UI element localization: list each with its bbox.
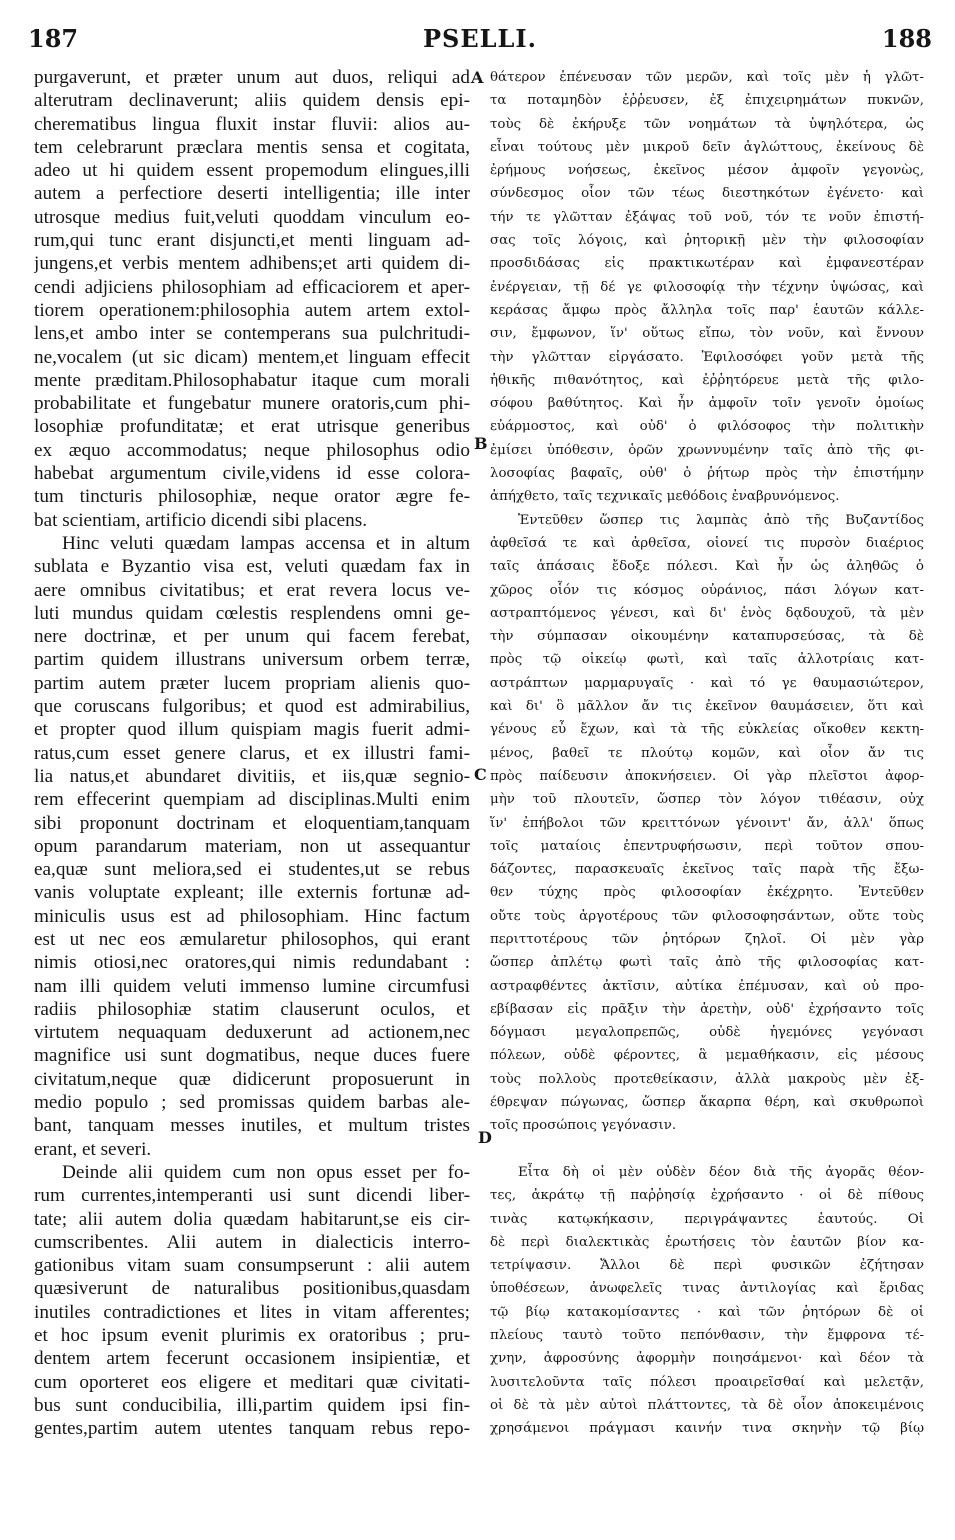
greek-text-line: ἀφθεῖσά τε καὶ ἀρθεῖσα, οἱονεί τις πυρσὸν διαέριος (490, 535, 924, 551)
greek-text-line: λυσιτελοῦντα ταῖς πόλεσι προαιρεῖσθαί καὶ μελετᾷν, (490, 1374, 924, 1390)
latin-text-line: tiorem operationem:philosophia autem artem extol- (34, 299, 470, 321)
greek-text-line: τες, ἀκράτῳ τῇ παῤῥησίᾳ ἐχρήσαντο · οἱ δὲ πίθους (490, 1188, 924, 1204)
greek-text-line: πλείους ταυτὸ τοῦτο πεπόνθασιν, τὴν ἔμφρονα τέ- (490, 1328, 924, 1344)
greek-text-line: αστράπτων μαρμαρυγαῖς · καὶ τό γε θαυμασιώτερον, (490, 675, 924, 691)
greek-text-line: εὐάρμοστος, καὶ οὐδ' ὁ φιλόσοφος τὴν πολιτικὴν (490, 419, 924, 435)
greek-text-line: οὔτε τοὺς ἀργοτέρους τῶν φιλοσοφησάντων, οὔτε τοὺς (490, 908, 924, 924)
greek-text-line: τὴν γλῶτταν εἰργάσατο. Ἐφιλοσόφει γοῦν μετὰ τῆς (490, 349, 924, 365)
greek-text-line: ὥσπερ ἀπλέτῳ φωτὶ ταῖς ἀπὸ τῆς φιλοσοφίας κατ- (490, 955, 924, 971)
greek-text-line: προσδιδάσας εἰς πρακτικωτέραν καὶ ἐμφανεστέραν (490, 256, 924, 272)
latin-text-line: sublata e Byzantio visa est, veluti quædam fax in (34, 556, 470, 578)
greek-text-line: Ἐντεῦθεν ὥσπερ τις λαμπὰς ἀπὸ τῆς Βυζαντίδος (518, 512, 924, 528)
latin-text-line: nimis otiosi,nec oratores,qui nimis redundabant : (34, 952, 470, 974)
latin-text-line: luti mundus quidam cœlestis resplendens omni ge- (34, 602, 470, 624)
greek-text-line: λοσοφίας βαφαῖς, οὐθ' ὁ ῥήτωρ πρὸς τὴν ἐπιστήμην (490, 466, 924, 482)
latin-text-line: jungens,et verbis mentem adhibens;et arti quidem di- (34, 253, 470, 275)
greek-text-line: σας τοῖς λόγοις, καὶ ῥητορικῇ μὲν τὴν φιλοσοφίαν (490, 233, 924, 249)
greek-text-line: θάτερον ἐπένευσαν τῶν μερῶν, καὶ τοῖς μὲν ἡ γλῶτ- (490, 70, 924, 85)
latin-text-line: et propter quod illum quispiam magis fuerit admi- (34, 719, 470, 741)
latin-text-line: partim autem præter lucem propriam alienis quo- (34, 672, 470, 694)
latin-text-line: nere doctrinæ, et per unum qui facem ferebat, (34, 626, 470, 648)
greek-text-line: ἀπήχθετο, ταῖς τεχνικαῖς μεθόδοις ἐναβρυνόμενος. (490, 489, 840, 505)
latin-text-line: vanis voluptate expleant; ille externis fortunæ ad- (34, 882, 470, 904)
latin-text-line: tate; alii autem dolia quædam habitarunt,se eis cir- (34, 1208, 470, 1230)
greek-text-line: τοὺς πολλοὺς προτεθείκασιν, ἀλλὰ μακροὺς μὲν ἐξ- (490, 1071, 924, 1087)
latin-text-line: tem celebrarunt præclara mentis sensa et cogitata, (34, 136, 470, 158)
running-title: PSELLI. (422, 24, 537, 53)
greek-text-line: έθρεψαν πώγωνας, ὥσπερ ἄκαρπα θέρη, καὶ σκυθρωποὶ (490, 1095, 924, 1111)
greek-text-line: οἱ δὲ τὰ μὲν αὐτοὶ πλάττοντες, τὰ δὲ οἷον ἀποκειμένοις (490, 1397, 924, 1413)
latin-text-line: sibi proponunt doctrinam et eloquentiam,tanquam (34, 812, 470, 834)
latin-text-line: Deinde alii quidem cum non opus esset per fo- (62, 1161, 470, 1183)
latin-text-line: ne,vocalem (ut sic dicam) mentem,et linguam effecit (34, 346, 470, 368)
latin-text-line: radiis philosophiæ statim clauserunt oculos, et (34, 998, 470, 1020)
latin-text-line: losophiæ profunditatæ; et erat utrisque generibus (34, 416, 470, 438)
latin-text-line: cherematibus lingua fluxit instar fluvii: alios au- (34, 113, 470, 135)
greek-text-line: χρησάμενοι πράγμασι καινήν τινα σκηνὴν τῷ βίῳ (490, 1421, 924, 1437)
latin-text-line: adeo ut hi quidem essent propemodum elingues,illi (34, 160, 470, 182)
greek-text-line: τα ποταμηδὸν ἐῤῥευσεν, ἐξ ἐπιχειρημάτων πυκνῶν, (490, 93, 924, 109)
greek-text-line: ἐνέργειαν, τῇ δέ γε φιλοσοφίᾳ τὴν τέχνην ὑψώσας, καὶ (490, 279, 924, 295)
latin-text-line: rem effecerint quempiam ad disciplinas.Multi enim (34, 789, 470, 811)
latin-text-line: rum,qui tunc erant disjuncti,et menti linguam ad- (34, 230, 470, 252)
greek-text-line: αστραπτόμενος γένεσι, καὶ δι' ἑνὸς δᾳδουχοῦ, τὰ μὲν (490, 605, 924, 621)
latin-text-line: cumscribentes. Alii autem in dialecticis interro- (34, 1231, 470, 1253)
greek-text-line: ἵν' ἐπήβολοι τῶν κρειττόνων γένοιντ' ἄν, ἀλλ' ὅπως (490, 815, 924, 831)
latin-text-line: est ut nec eos æmularetur philosophos, qui erant (34, 928, 470, 950)
section-marker-a: A (471, 68, 484, 87)
latin-text-line: autem a perfectiore deserti intelligentia; ille inter (34, 183, 470, 205)
greek-text-line: δόγμασι μεγαλοπρεπῶς, οὐδὲ ἡγεμόνες γεγόνασι (490, 1025, 924, 1041)
latin-text-line: ea,quæ sunt meliora,sed ei studentes,ut se rebus (34, 859, 470, 881)
greek-text-line: σύνδεσμος οἷον τῶν τέως διεστηκότων ἐγένετο· καὶ (490, 186, 924, 202)
latin-text-line: ratus,cum esset genere clarus, et ex illustri fami- (34, 742, 470, 764)
greek-text-line: γένους εὖ ἔχων, καὶ τὰ τῆς εὐκλείας οἴκοθεν κεκτη- (490, 722, 924, 738)
greek-text-line: χνην, ἀφροσύνης ἀφορμὴν ποιησάμενοι· καὶ δέον τὰ (490, 1351, 924, 1367)
greek-text-line: ἠθικῆς πιθανότητος, καὶ ἐῤῥητόρευε μετὰ τῆς φιλο- (490, 372, 924, 388)
greek-text-line: περιττοτέρους τῶν ῥητόρων ζηλοῖ. Οἱ μὲν γὰρ (490, 931, 924, 947)
page-header (28, 24, 932, 58)
greek-text-line: δὲ περὶ διαλεκτικὰς ἐρωτήσεις τὸν ἑαυτῶν βίον κα- (490, 1234, 924, 1250)
latin-text-line: rum currentes,intemperanti usi sunt dicendi liber- (34, 1185, 470, 1207)
latin-text-line: aere omnibus civitatibus; et erat revera locus ve- (34, 579, 470, 601)
greek-text-line: τῷ βίῳ κατακομίσαντες · καὶ τῶν ῥητόρων δὲ οἱ (490, 1304, 924, 1320)
greek-text-line: Εἶτα δὴ οἱ μὲν οὐδὲν δέον διὰ τῆς ἀγορᾶς θέον- (518, 1164, 924, 1180)
greek-text-line: σόφου βαθύτητος. Καὶ ἦν ἀμφοῖν τοῖν γενοῖν ὁμοίως (490, 396, 924, 412)
latin-text-line: cum oporteret eos eligere et meditari quæ civitati- (34, 1371, 470, 1393)
latin-text-line: bant, tanquam messes inutiles, et multum tristes (34, 1115, 470, 1137)
latin-text-line: opum parandarum materiam, non ut assequantur (34, 835, 470, 857)
greek-text-line: δάζοντες, παρασκευαῖς ἐκεῖνος ταῖς παρὰ τῆς ἔξω- (490, 862, 924, 878)
greek-column (490, 66, 924, 1441)
latin-text-line: habebat argumentum civile,videns id esse colora- (34, 463, 470, 485)
greek-text-line: σιν, ἔμφωνον, ἵν' οὕτως εἴπω, τὸν νοῦν, καὶ ἔννουν (490, 326, 924, 342)
greek-text-line: πρὸς παίδευσιν ἀποκνήσειεν. Οἱ γὰρ πλεῖστοι ἀφορ- (490, 768, 924, 784)
latin-text-line: quæsiverunt de naturalibus positionibus,quasdam (34, 1278, 470, 1300)
paragraph-gap (490, 1138, 924, 1161)
greek-text-line: τήν τε γλῶτταν ἐξάψας τοῦ νοῦ, τόν τε νοῦν ἐπιστή- (490, 209, 924, 225)
latin-text-line: tum tincturis philosophiæ, neque orator ægre fe- (34, 486, 470, 508)
greek-text-line: καὶ δι' ὃ μᾶλλον ἄν τις ἐκεῖνον θαυμάσειεν, ὅτι καὶ (490, 699, 924, 715)
latin-text-line: gentes,partim autem utentes tanquam rebus repo- (34, 1418, 470, 1440)
latin-text-line: et hoc ipsum evenit plurimis ex oratoribus ; pru- (34, 1325, 470, 1347)
greek-text-line: ἐμίσει ὑπόθεσιν, ὁρῶν χρωννυμένην ταῖς ἀπὸ τῆς φι- (490, 442, 924, 458)
latin-text-line: probabilitate et fungebatur munere oratoris,cum phi- (34, 393, 470, 415)
latin-text-line: lens,et ambo inter se contemperans sua pulchritudi- (34, 323, 470, 345)
latin-text-line: magnifice usi sunt dogmatibus, neque duces fuere (34, 1045, 470, 1067)
latin-text-line: virtutem nequaquam deduxerunt ad actionem,nec (34, 1022, 470, 1044)
page-number-right: 188 (881, 24, 932, 53)
latin-text-line: miniculis usus est ad philosophiam. Hinc factum (34, 905, 470, 927)
latin-text-line: gationibus vitam suam consumpserunt : alii autem (34, 1255, 470, 1277)
greek-text-line: ταῖς ἁπάσαις ἔδοξε πόλεσι. Καὶ ἦν ὡς ἀληθῶς ὁ (490, 559, 924, 575)
greek-text-line: μὴν τοῦ πλουτεῖν, ὥσπερ τὸν λόγον τιθέασιν, οὐχ (490, 792, 924, 808)
greek-text-line: τετρίψασιν. Ἄλλοι δὲ περὶ φυσικῶν ἐζήτησαν (490, 1258, 924, 1274)
latin-text-line: dentem artem fecerunt occasionem insipientiæ, et (34, 1348, 470, 1370)
greek-text-line: αστραφθέντες ἀκτῖσιν, αὐτίκα ἐπέμυσαν, καὶ οὐ προ- (490, 978, 924, 994)
latin-text-line: civitatum,neque quæ didicerunt proposuerunt in (34, 1068, 470, 1090)
greek-text-line: εἶναι τούτους μὲν μικροῦ δεῖν ἀγλώττους, ἐκείνους δὲ (490, 139, 924, 155)
latin-text-line: purgaverunt, et præter unum aut duos, reliqui ad (34, 67, 470, 88)
latin-text-line: lia natus,et abundaret divitiis, et iis,quæ segnio- (34, 765, 470, 787)
latin-text-line: medio populo ; sed promissas quidem barbas ale- (34, 1092, 470, 1114)
latin-text-line: erant, et severi. (34, 1138, 152, 1160)
greek-text-line: πρὸς τῷ οἰκείῳ φωτὶ, καὶ ταῖς ἀλλοτρίαις κατ- (490, 652, 924, 668)
greek-text-line: κεράσας ἄμφω πρὸς ἄλληλα τοῖς παρ' ἑαυτῶν κάλλε- (490, 302, 924, 318)
latin-text-line: bat scientiam, artificio dicendi sibi placens. (34, 509, 368, 531)
section-marker-d: D (478, 1128, 492, 1147)
greek-text-line: τινὰς κατῳκήκασιν, περιγράψαντες ἑαυτούς. Οἱ (490, 1211, 924, 1227)
latin-text-line: Hinc veluti quædam lampas accensa et in altum (62, 532, 470, 554)
latin-text-line: ex æquo accommodatus; neque philosophus odio (34, 439, 470, 461)
greek-text-line: μένος, βαθεῖ τε πλούτῳ κομῶν, καὶ οἷον ἄν τις (490, 745, 924, 761)
latin-text-line: bus sunt conducibilia, illi,partim quidem ipsi fin- (34, 1394, 470, 1416)
section-marker-b: B (474, 434, 488, 453)
greek-text-line: ἐρήμους νοήσεως, ἐκεῖνος μέσον ἀμφοῖν γεγονὼς, (490, 163, 924, 179)
latin-text-line: que coruscans fulgoribus; et quod est admirabilius, (34, 696, 470, 718)
greek-text-line: εβίβασαν εἰς πρᾶξιν τὴν ἀρετὴν, οὐδ' ἐχρήσαντο τοῖς (490, 1001, 924, 1017)
page-number-left: 187 (28, 24, 79, 53)
greek-text-line: θεν τύχης πρὸς φιλοσοφίαν ἐκέχρητο. Ἐντεῦθεν (490, 885, 924, 901)
greek-text-line: τοῖς ματαίοις ἐπεντρυφήσωσιν, περὶ τοῦτον σπου- (490, 838, 924, 854)
section-marker-c: C (474, 765, 487, 784)
latin-text-line: nam illi quidem veluti immenso lumine circumfusi (34, 975, 470, 997)
latin-column (34, 66, 470, 1441)
latin-text-line: cendi adjiciens philosophiam ad efficaciorem et aper- (34, 276, 470, 298)
latin-text-line: mente præditam.Philosophabatur itaque cum morali (34, 369, 470, 391)
greek-text-line: τοὺς δὲ ἐκήρυξε τῶν νοημάτων τὰ ὑψηλότερα, ὡς (490, 116, 924, 132)
greek-text-line: ὑποθέσεων, ἀνωφελεῖς τινας ἀντιλογίας καὶ ἔριδας (490, 1281, 924, 1297)
latin-text-line: inutiles contradictiones et lites in vitam afferentes; (34, 1301, 470, 1323)
latin-text-line: utrosque medius fuit,veluti quoddam vinculum eo- (34, 206, 470, 228)
greek-text-line: τὴν σύμπασαν οἰκουμένην καταπυρσεύσας, τὰ δὲ (490, 629, 924, 645)
greek-text-line: τοῖς προσώποις γεγόνασιν. (490, 1118, 677, 1134)
greek-text-line: πόλεων, οὐδὲ φέροντες, ἃ μεμαθήκασιν, εἰς μέσους (490, 1048, 924, 1064)
latin-text-line: partim quidem illustrans universum orbem terræ, (34, 649, 470, 671)
greek-text-line: χῶρος οἷόν τις κόσμος οὐράνιος, πάσι λόγων κατ- (490, 582, 924, 598)
latin-text-line: alterutram declinaverunt; aliis quidem densis epi- (34, 90, 470, 112)
